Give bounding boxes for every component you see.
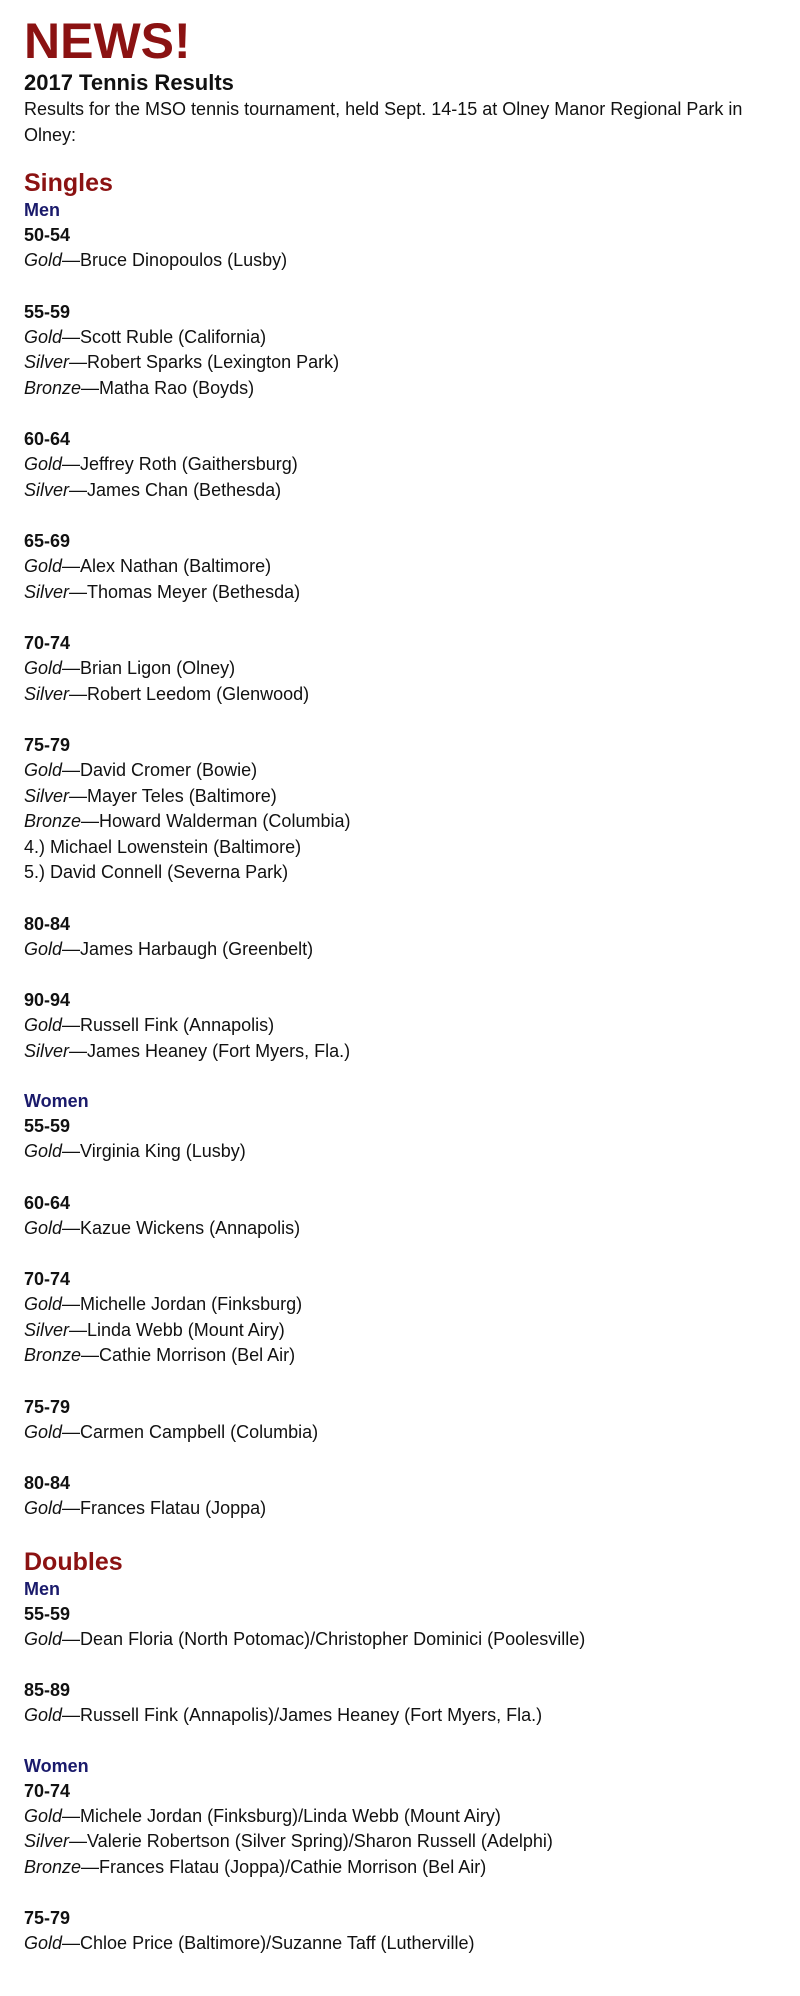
medal-label: Silver xyxy=(24,785,70,806)
result-entry xyxy=(24,248,800,274)
age-group xyxy=(24,1778,800,1881)
result-entry xyxy=(24,376,800,402)
competitor-name: Frances Flatau (Joppa)/Cathie Morrison (Bel Air) xyxy=(99,1856,487,1877)
em-dash: — xyxy=(62,1628,81,1649)
result-entry xyxy=(24,1420,800,1446)
competitor-name: Dean Floria (North Potomac)/Christopher Dominici (Poolesville) xyxy=(80,1628,586,1649)
medal-label: Gold xyxy=(24,326,63,347)
competitor-name: David Cromer (Bowie) xyxy=(80,760,258,780)
age-group-label: 75-79 xyxy=(24,735,71,755)
age-group xyxy=(24,1905,800,1957)
age-group-label: 60-64 xyxy=(24,429,71,449)
medal-label: Gold xyxy=(24,1498,63,1518)
age-group xyxy=(24,299,800,402)
em-dash: — xyxy=(62,326,81,347)
medal-label: Gold xyxy=(24,1141,63,1161)
competitor-name: Howard Walderman (Columbia) xyxy=(99,811,351,831)
age-group xyxy=(24,630,800,707)
section-title: Singles xyxy=(24,169,113,197)
competitor-name: Robert Leedom (Glenwood) xyxy=(87,683,310,704)
result-entry xyxy=(24,809,800,835)
em-dash: — xyxy=(62,658,81,678)
result-entry xyxy=(24,1829,800,1855)
age-group-label: 70-74 xyxy=(24,633,71,653)
competitor-name: Alex Nathan (Baltimore) xyxy=(80,556,272,576)
news-banner: NEWS! xyxy=(24,13,191,69)
competitor-name: Cathie Morrison (Bel Air) xyxy=(99,1345,296,1365)
age-group xyxy=(24,1394,800,1446)
article-intro: Results for the MSO tennis tournament, held Sept. 14-15 at Olney Manor Regional Park in Olney: xyxy=(24,99,743,145)
competitor-name: Brian Ligon (Olney) xyxy=(80,658,236,678)
result-entry xyxy=(24,1627,800,1653)
em-dash: — xyxy=(69,352,88,372)
result-entry xyxy=(24,1703,800,1729)
em-dash: — xyxy=(62,1217,81,1238)
competitor-name: Kazue Wickens (Annapolis) xyxy=(80,1217,301,1238)
medal-label: Gold xyxy=(24,938,63,959)
results-list xyxy=(24,168,800,1957)
result-entry xyxy=(24,1855,800,1881)
age-group xyxy=(24,528,800,605)
medal-label: Gold xyxy=(24,556,63,576)
result-entry xyxy=(24,452,800,478)
em-dash: — xyxy=(62,454,81,474)
medal-label: Silver xyxy=(24,1831,70,1851)
medal-label: Gold xyxy=(24,1805,63,1826)
em-dash: — xyxy=(69,1040,88,1061)
age-group xyxy=(24,911,800,963)
competitor-name: Jeffrey Roth (Gaithersburg) xyxy=(80,454,298,474)
medal-label: Silver xyxy=(24,1040,70,1061)
medal-label: Bronze xyxy=(24,1856,82,1877)
competitor-name: Michele Jordan (Finksburg)/Linda Webb (Mount Airy) xyxy=(80,1805,501,1826)
competitor-name: James Harbaugh (Greenbelt) xyxy=(80,938,314,959)
em-dash: — xyxy=(69,785,88,806)
em-dash: — xyxy=(69,1319,88,1340)
medal-label: Silver xyxy=(24,1319,70,1340)
result-entry xyxy=(24,1216,800,1242)
competitor-name: Frances Flatau (Joppa) xyxy=(80,1498,267,1518)
age-group xyxy=(24,1190,800,1242)
em-dash: — xyxy=(69,479,88,500)
em-dash: — xyxy=(69,1831,88,1851)
result-entry xyxy=(24,758,800,784)
medal-label: Gold xyxy=(24,1705,63,1725)
em-dash: — xyxy=(69,581,88,602)
result-entry xyxy=(24,1343,800,1369)
em-dash: — xyxy=(62,938,81,959)
medal-label: Gold xyxy=(24,1294,63,1314)
em-dash: — xyxy=(62,1705,81,1725)
competitor-name: Matha Rao (Boyds) xyxy=(99,377,255,398)
competitor-name: Carmen Campbell (Columbia) xyxy=(80,1421,319,1442)
age-group-label: 60-64 xyxy=(24,1192,71,1213)
medal-label: Gold xyxy=(24,1628,63,1649)
age-group-label: 65-69 xyxy=(24,531,71,551)
em-dash: — xyxy=(81,811,100,831)
gender-block xyxy=(24,1577,800,1729)
competitor-name: Robert Sparks (Lexington Park) xyxy=(87,352,340,372)
gender-label: Women xyxy=(24,1091,89,1111)
competitor-name: Russell Fink (Annapolis) xyxy=(80,1015,275,1035)
gender-block xyxy=(24,1754,800,1957)
medal-label: Silver xyxy=(24,352,70,372)
age-group-label: 80-84 xyxy=(24,1473,71,1493)
em-dash: — xyxy=(81,1345,100,1365)
age-group xyxy=(24,426,800,503)
em-dash: — xyxy=(81,377,100,398)
result-entry xyxy=(24,1496,800,1522)
gender-block xyxy=(24,198,800,1064)
em-dash: — xyxy=(69,683,88,704)
competitor-name: Scott Ruble (California) xyxy=(80,326,267,347)
competitor-name: Valerie Robertson (Silver Spring)/Sharon Russell (Adelphi) xyxy=(87,1831,553,1851)
medal-label: Gold xyxy=(24,1015,63,1035)
em-dash: — xyxy=(62,1933,81,1953)
age-group-label: 70-74 xyxy=(24,1780,71,1801)
em-dash: — xyxy=(62,250,81,270)
competitor-name: 5.) David Connell (Severna Park) xyxy=(24,862,289,882)
medal-label: Gold xyxy=(24,454,63,474)
age-group-label: 85-89 xyxy=(24,1680,71,1700)
result-entry xyxy=(24,1292,800,1318)
medal-label: Silver xyxy=(24,581,70,602)
age-group-label: 55-59 xyxy=(24,1603,71,1624)
competitor-name: Michelle Jordan (Finksburg) xyxy=(80,1294,303,1314)
medal-label: Gold xyxy=(24,658,63,678)
result-entry xyxy=(24,835,800,861)
em-dash: — xyxy=(62,1421,81,1442)
em-dash: — xyxy=(62,1294,81,1314)
competitor-name: Mayer Teles (Baltimore) xyxy=(87,785,277,806)
result-entry xyxy=(24,1139,800,1165)
em-dash: — xyxy=(62,1015,81,1035)
medal-label: Gold xyxy=(24,1421,63,1442)
gender-block xyxy=(24,1089,800,1522)
age-group xyxy=(24,1113,800,1165)
medal-label: Bronze xyxy=(24,811,82,831)
competitor-name: Russell Fink (Annapolis)/James Heaney (Fort Myers, Fla.) xyxy=(80,1705,543,1725)
competitor-name: Chloe Price (Baltimore)/Suzanne Taff (Lutherville) xyxy=(80,1933,475,1953)
section-doubles xyxy=(24,1547,800,1957)
result-entry xyxy=(24,554,800,580)
section-singles xyxy=(24,168,800,1522)
result-entry xyxy=(24,682,800,708)
competitor-name: 4.) Michael Lowenstein (Baltimore) xyxy=(24,836,302,857)
result-entry xyxy=(24,784,800,810)
medal-label: Silver xyxy=(24,479,70,500)
age-group-label: 80-84 xyxy=(24,913,71,934)
competitor-name: James Heaney (Fort Myers, Fla.) xyxy=(87,1040,351,1061)
gender-label: Men xyxy=(24,200,60,220)
medal-label: Bronze xyxy=(24,377,82,398)
age-group-label: 50-54 xyxy=(24,225,71,245)
em-dash: — xyxy=(62,1141,81,1161)
medal-label: Bronze xyxy=(24,1345,82,1365)
result-entry xyxy=(24,350,800,376)
age-group xyxy=(24,732,800,886)
result-entry xyxy=(24,1013,800,1039)
competitor-name: Bruce Dinopoulos (Lusby) xyxy=(80,250,288,270)
em-dash: — xyxy=(62,1498,81,1518)
result-entry xyxy=(24,1039,800,1065)
em-dash: — xyxy=(81,1856,100,1877)
result-entry xyxy=(24,1931,800,1957)
section-title: Doubles xyxy=(24,1547,123,1576)
age-group-label: 55-59 xyxy=(24,1116,71,1136)
result-entry xyxy=(24,325,800,351)
competitor-name: Thomas Meyer (Bethesda) xyxy=(87,581,301,602)
result-entry xyxy=(24,656,800,682)
result-entry xyxy=(24,860,800,886)
age-group xyxy=(24,1601,800,1653)
medal-label: Gold xyxy=(24,760,63,780)
age-group xyxy=(24,1266,800,1369)
em-dash: — xyxy=(62,760,81,780)
medal-label: Silver xyxy=(24,683,70,704)
competitor-name: James Chan (Bethesda) xyxy=(87,479,282,500)
competitor-name: Linda Webb (Mount Airy) xyxy=(87,1319,285,1340)
competitor-name: Virginia King (Lusby) xyxy=(80,1141,246,1161)
age-group xyxy=(24,222,800,274)
em-dash: — xyxy=(62,1805,81,1826)
age-group xyxy=(24,987,800,1064)
age-group-label: 75-79 xyxy=(24,1908,71,1928)
result-entry xyxy=(24,1804,800,1830)
age-group-label: 90-94 xyxy=(24,990,71,1010)
age-group-label: 55-59 xyxy=(24,301,71,322)
medal-label: Gold xyxy=(24,1217,63,1238)
result-entry xyxy=(24,580,800,606)
gender-label: Men xyxy=(24,1578,60,1599)
medal-label: Gold xyxy=(24,250,63,270)
age-group xyxy=(24,1470,800,1522)
result-entry xyxy=(24,478,800,504)
result-entry xyxy=(24,937,800,963)
age-group xyxy=(24,1677,800,1729)
em-dash: — xyxy=(62,556,81,576)
article-headline: 2017 Tennis Results xyxy=(24,70,234,95)
gender-label: Women xyxy=(24,1755,89,1776)
medal-label: Gold xyxy=(24,1933,63,1953)
age-group-label: 70-74 xyxy=(24,1269,71,1289)
result-entry xyxy=(24,1318,800,1344)
age-group-label: 75-79 xyxy=(24,1396,71,1417)
